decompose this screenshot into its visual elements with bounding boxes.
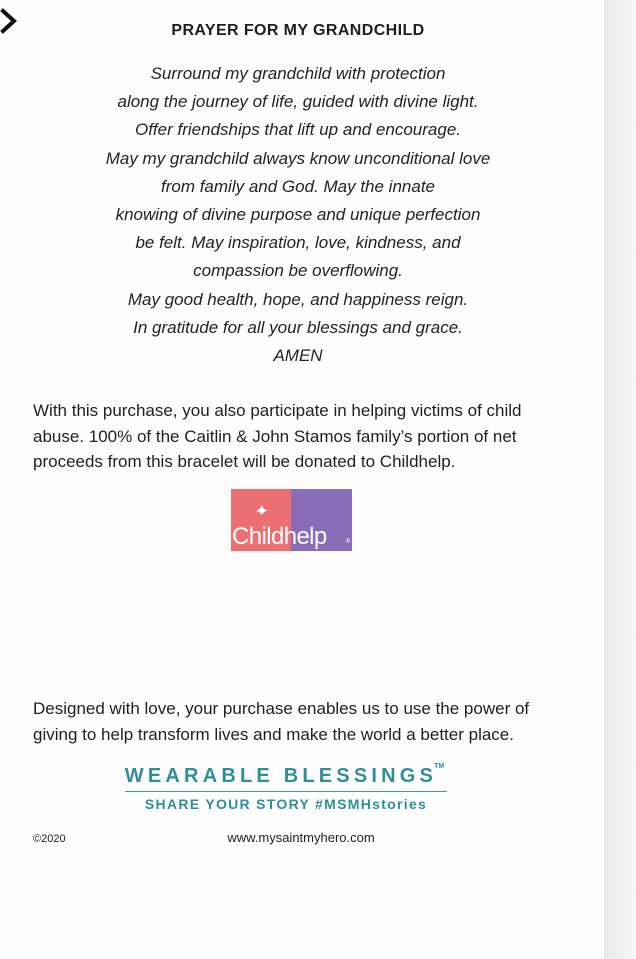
purchase-paragraph <box>33 398 573 475</box>
prayer-line: Surround my grandchild with protection <box>150 64 446 83</box>
brand-tagline: SHARE YOUR STORY #MSMHstories <box>144 796 428 812</box>
bird-icon <box>255 504 269 516</box>
prayer-line: from family and God. May the innate <box>160 176 436 196</box>
prayer-line: along the journey of life, guided with divine light. <box>117 92 479 112</box>
paragraph-line: giving to help transform lives and make the world a better place. <box>33 724 514 744</box>
childhelp-logo <box>231 489 352 551</box>
brand-name <box>125 765 447 792</box>
website-link[interactable]: www.mysaintmyhero.com <box>227 830 375 845</box>
prayer-line: May my grandchild always know unconditional love <box>105 148 491 168</box>
prayer-line: In gratitude for all your blessings and grace. <box>133 317 463 337</box>
brand-name-text: WEARABLE BLESSINGS <box>124 765 438 787</box>
paragraph-line: abuse. 100% of the Caitlin & John Stamos family’s portion of net <box>33 426 517 446</box>
prayer-line: Offer friendships that lift up and encourage. <box>134 120 462 140</box>
designed-paragraph <box>33 696 573 747</box>
prayer-line: knowing of divine purpose and unique perfection <box>115 205 481 225</box>
paragraph-line: With this purchase, you also participate in helping victims of child <box>33 401 522 420</box>
brand-block <box>0 765 572 812</box>
paragraph-line: proceeds from this bracelet will be donated to Childhelp. <box>33 452 456 471</box>
prayer-line: May good health, hope, and happiness reign. <box>127 289 469 309</box>
trademark-mark: TM <box>434 763 445 770</box>
prayer-text <box>0 60 596 370</box>
background-edge <box>604 0 636 959</box>
page-title: PRAYER FOR MY GRANDCHILD <box>171 22 425 39</box>
logo-wordmark: Childhelp <box>232 523 327 550</box>
prayer-amen: AMEN <box>273 346 323 366</box>
prayer-line: compassion be overflowing. <box>193 261 403 281</box>
paragraph-line: Designed with love, your purchase enables us to use the power of <box>33 699 530 718</box>
copyright: ©2020 <box>33 833 66 845</box>
prayer-line: be felt. May inspiration, love, kindness, and <box>135 233 461 253</box>
registered-mark: ® <box>345 539 350 545</box>
